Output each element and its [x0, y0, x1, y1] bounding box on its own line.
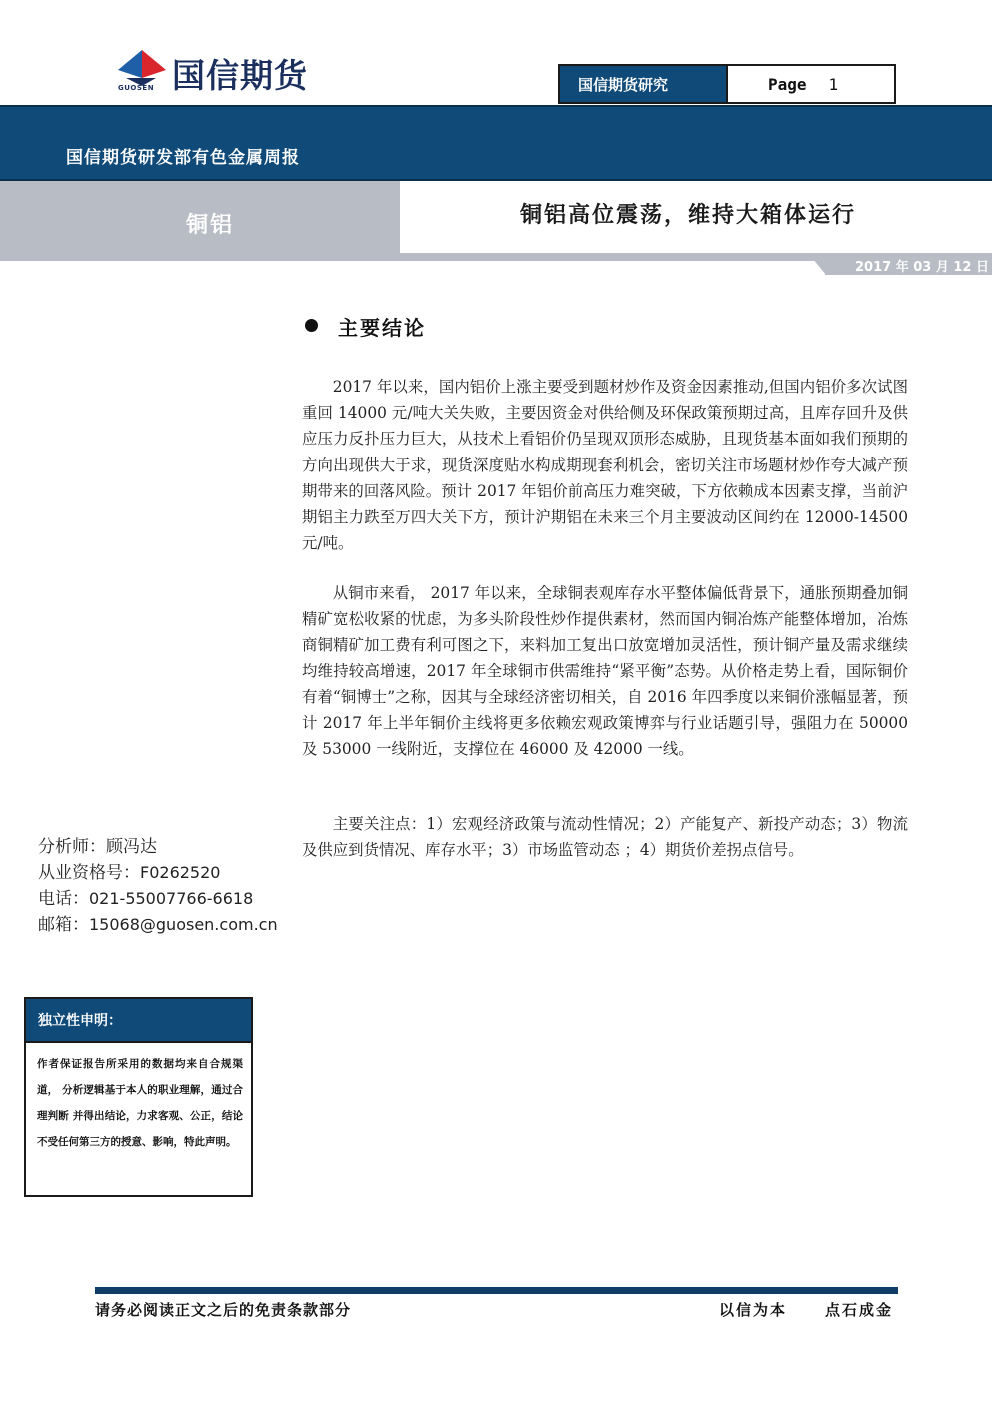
statement-body: 作者保证报告所采用的数据均来自合规渠道， 分析逻辑基于本人的职业理解，通过合理判断 并得出结论，力求客观、公正，结论不受任何第三方的授意、影响，特此声明。 [37, 1058, 243, 1148]
analyst-name-label: 分析师： [38, 837, 106, 857]
analyst-phone: 021-55007766-6618 [89, 889, 254, 908]
footer-disclaimer: 请务必阅读正文之后的免责条款部分 [95, 1301, 352, 1319]
report-series-title: 国信期货研发部有色金属周报 [66, 148, 300, 168]
footer-slogan-2: 点石成金 [825, 1301, 894, 1319]
statement-header [26, 999, 251, 1043]
report-date: 2017 年 03 月 12 日 [855, 260, 989, 275]
report-series-band [0, 105, 992, 181]
analyst-license-label: 从业资格号： [38, 863, 140, 883]
analyst-name: 顾冯达 [106, 837, 157, 857]
date-tab-corner [808, 253, 826, 275]
analyst-phone-label: 电话： [38, 889, 89, 909]
paragraph-copper: 从铜市来看， 2017 年以来，全球铜表观库存水平整体偏低背景下，通胀预期叠加铜精矿宽松收紧的忧虑，为多头阶段性炒作提供素材，然而国内铜冶炼产能整体增加，冶炼商铜精矿加工费有利可图之下，来料加工复出口放宽增加灵活性，预计铜产量及需求继续均维持较高增速，2017 年全球铜市供需维持“紧平衡”态势。从价格走势上看，国际铜价有着“铜博士”之称，因其与全球经济密切相关，自 2016 年四季度以来铜价涨幅显著，预计 2017 年上半年铜价主线将更多依赖宏观政策博弈与行业话题引导，强阻力在 50000 及 53000 一线附近，支撑位在 46000 及 42000 一线。 [302, 584, 908, 758]
analyst-phone-row [38, 886, 278, 912]
statement-title: 独立性申明： [38, 1013, 122, 1029]
paragraph-aluminum: 2017 年以来，国内铝价上涨主要受到题材炒作及资金因素推动,但国内铝价多次试图重回 14000 元/吨大关失败，主要因资金对供给侧及环保政策预期过高，且库存回升及供应压力反扑压力巨大，从技术上看铝价仍呈现双顶形态威胁，且现货基本面如我们预期的方向出现供大于求，现货深度贴水构成期现套利机会，密切关注市场题材炒作夸大减产预期带来的回落风险。预计 2017 年铝价前高压力难突破，下方依赖成本因素支撑，当前沪期铝主力跌至万四大关下方，预计沪期铝在未来三个月主要波动区间约在 12000-14500 元/吨。 [302, 378, 908, 552]
page-label: Page [768, 74, 807, 94]
category-label: 铜铝 [186, 213, 235, 238]
bullet-icon [305, 319, 318, 332]
analyst-info [38, 834, 278, 938]
section-title: 主要结论 [338, 316, 426, 340]
analyst-email[interactable]: 15068@guosen.com.cn [89, 915, 278, 934]
analyst-email-label: 邮箱： [38, 915, 89, 935]
logo-subtext: GUOSEN [118, 84, 155, 92]
research-label-box [558, 64, 728, 104]
analyst-name-row [38, 834, 278, 860]
footer-slogan-1: 以信为本 [719, 1301, 788, 1319]
page-indicator [726, 64, 896, 104]
company-logo [116, 44, 346, 96]
footer-divider [95, 1287, 898, 1294]
headline: 铜铝高位震荡，维持大箱体运行 [520, 202, 857, 228]
page-number: 1 [828, 74, 839, 94]
paragraph-focus-points: 主要关注点：1）宏观经济政策与流动性情况；2）产能复产、新投产动态；3）物流及供应到货情况、库存水平；3）市场监管动态 ；4）期货价差拐点信号。 [302, 815, 908, 859]
analyst-license: F0262520 [140, 863, 221, 882]
analyst-email-row [38, 912, 278, 938]
analyst-license-row [38, 860, 278, 886]
research-label: 国信期货研究 [578, 75, 669, 94]
independence-statement-box [24, 997, 253, 1197]
logo-text: 国信期货 [172, 56, 308, 95]
